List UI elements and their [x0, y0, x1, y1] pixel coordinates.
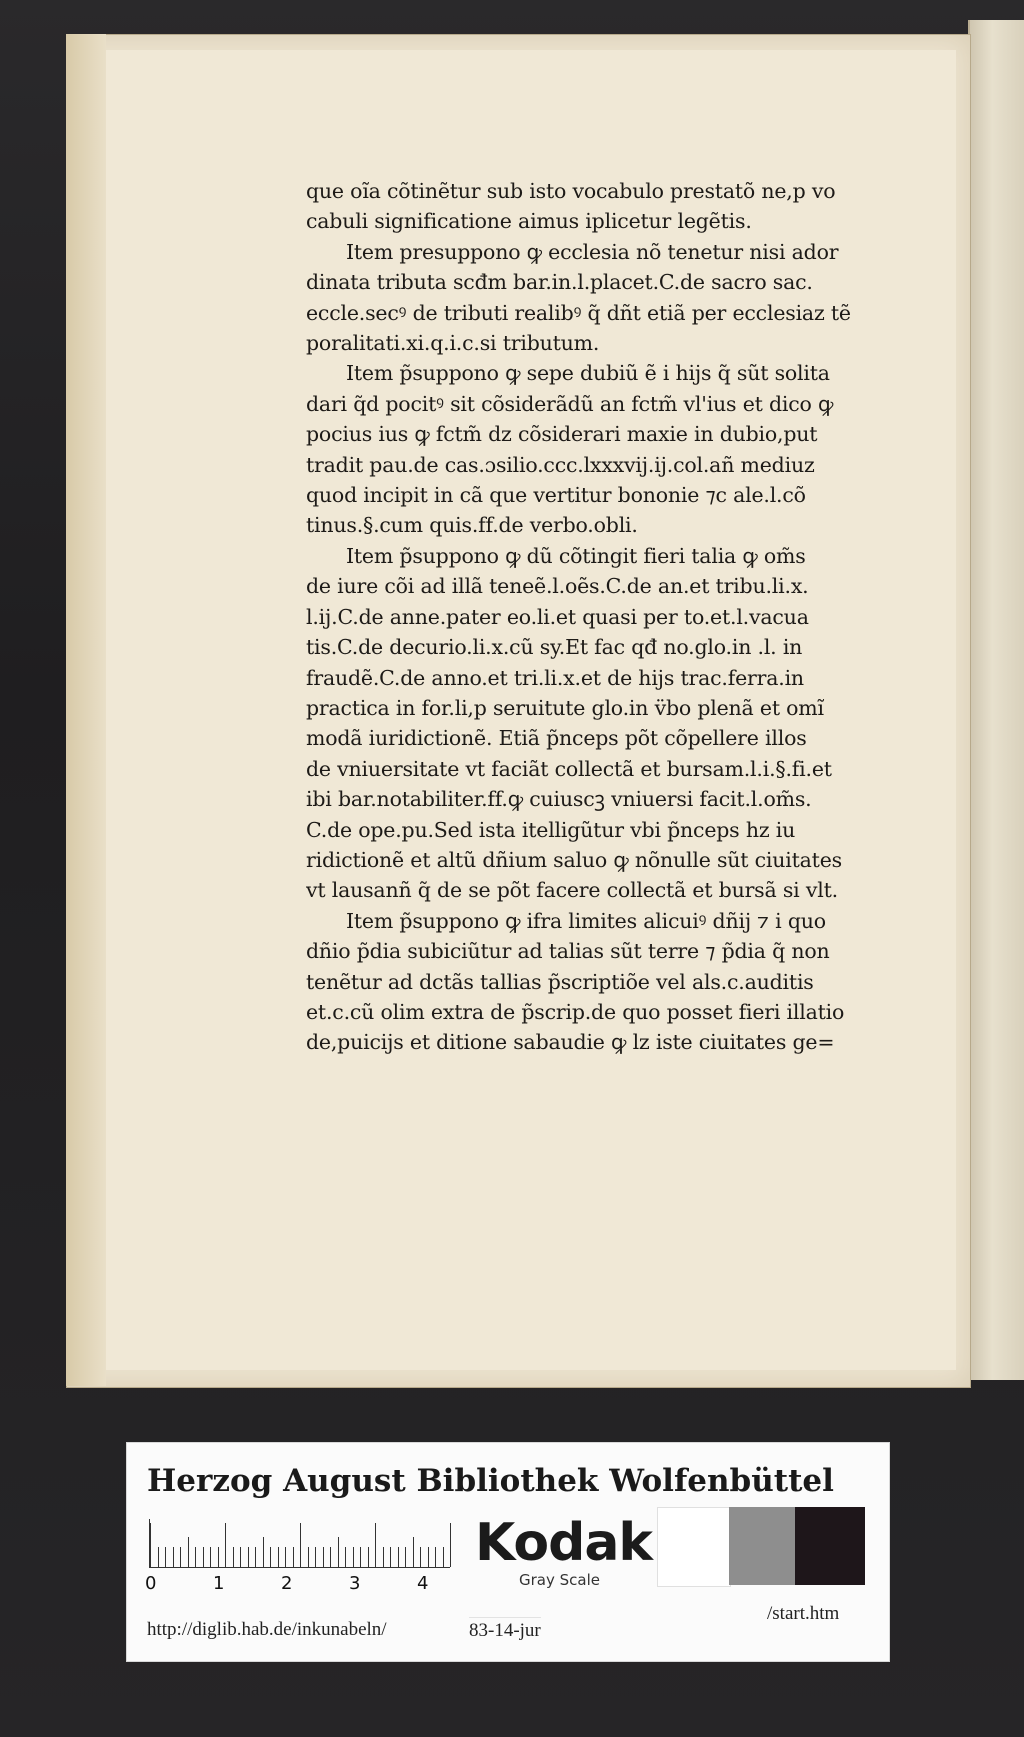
ruler-tick	[203, 1547, 204, 1567]
text-line: pocius ius ꝙ fctm̃ dz cõsiderari maxie in dubio,put	[306, 422, 818, 447]
text-line: quod incipit in cã que vertitur bononie ⁊c ale.l.cõ	[306, 483, 806, 508]
text-line: vt lausanñ q̃ de se põt facere collectã et bursã si vlt.	[306, 878, 838, 903]
ruler-tick	[240, 1547, 241, 1567]
ruler-tick	[225, 1523, 226, 1567]
text-line: et.c.cũ olim extra de p̃scrip.de quo posset fieri illatio	[306, 999, 845, 1024]
scale-ruler	[149, 1519, 450, 1568]
url-base: http://diglib.hab.de/inkunabeln/	[147, 1619, 387, 1640]
ruler-tick	[398, 1547, 399, 1567]
ruler-tick	[368, 1547, 369, 1567]
text-line: de iure cõi ad illã teneẽ.l.oẽs.C.de an.et tribu.li.x.	[306, 574, 809, 599]
ruler-tick	[270, 1547, 271, 1567]
ruler-tick	[210, 1547, 211, 1567]
next-page-edge	[968, 20, 1024, 1380]
ruler-tick	[338, 1537, 339, 1567]
text-line: Item p̃suppono ꝙ dũ cõtingit fieri talia ꝙ om̃s	[346, 543, 806, 568]
ruler-label: 4	[417, 1573, 429, 1594]
ruler-tick	[353, 1547, 354, 1567]
ruler-tick	[443, 1547, 444, 1567]
page-fold	[66, 34, 106, 1386]
ruler-labels	[145, 1573, 469, 1597]
ruler-label: 1	[213, 1573, 225, 1594]
ruler-tick	[390, 1547, 391, 1567]
ruler-tick	[188, 1537, 189, 1567]
text-line: tis.C.de decurio.li.x.cũ sy.Et fac qđ no.glo.in .l. in	[306, 635, 803, 660]
black-swatch	[795, 1507, 865, 1585]
ruler-tick	[233, 1547, 234, 1567]
text-line: practica in for.li,p seruitute glo.in v̈bo plenã et omĩ	[306, 695, 824, 720]
text-line: cabuli significatione aimus iplicetur legẽtis.	[306, 209, 752, 234]
ruler-tick	[173, 1547, 174, 1567]
ruler-tick	[158, 1547, 159, 1567]
ruler-tick	[180, 1547, 181, 1567]
ruler-tick	[428, 1547, 429, 1567]
ruler-tick	[293, 1547, 294, 1567]
ruler-tick	[420, 1547, 421, 1567]
incunable-text-block	[306, 176, 912, 1058]
ruler-tick	[323, 1547, 324, 1567]
ruler-tick	[435, 1547, 436, 1567]
text-line: dñio p̃dia subiciũtur ad talias sũt terre ⁊ p̃dia q̃ non	[306, 939, 830, 964]
text-line: Item p̃suppono ꝙ sepe dubiũ ẽ i hijs q̃ sũt solita	[346, 361, 830, 386]
ruler-tick	[165, 1547, 166, 1567]
ruler-tick	[263, 1537, 264, 1567]
text-line: dinata tributa scđm bar.in.l.placet.C.de sacro sac.	[306, 270, 813, 295]
ruler-tick	[330, 1547, 331, 1567]
kodak-logo: Kodak	[475, 1513, 652, 1573]
text-line: tenẽtur ad dctãs tallias p̃scriptiõe vel als.c.auditis	[306, 969, 814, 994]
ruler-tick	[285, 1547, 286, 1567]
text-line: tinus.§.cum quis.ff.de verbo.obli.	[306, 513, 638, 538]
ruler-tick	[360, 1547, 361, 1567]
ruler-tick	[413, 1537, 414, 1567]
library-title: Herzog August Bibliothek Wolfenbüttel	[147, 1463, 834, 1499]
url-suffix: /start.htm	[767, 1603, 840, 1624]
ruler-label: 2	[281, 1573, 293, 1594]
color-target-card	[126, 1442, 890, 1662]
ruler-tick	[308, 1547, 309, 1567]
white-swatch	[657, 1507, 731, 1587]
shelfmark: 83-14-jur	[469, 1617, 541, 1642]
ruler-tick	[278, 1547, 279, 1567]
ruler-label: 0	[145, 1573, 157, 1594]
text-line: tradit pau.de cas.ɔsilio.ccc.lxxxvij.ij.col.añ mediuz	[306, 452, 815, 477]
gray-swatch	[729, 1507, 795, 1585]
ruler-tick	[255, 1547, 256, 1567]
ruler-tick	[450, 1523, 451, 1567]
text-line: poralitati.xi.q.i.c.si tributum.	[306, 331, 600, 356]
text-line: dari q̃d pocitꝰ sit cõsiderãdũ an fctm̃ vl'ius et dico ꝙ	[306, 391, 834, 416]
ruler-tick	[248, 1547, 249, 1567]
ruler-tick	[383, 1547, 384, 1567]
gray-scale-label: Gray Scale	[519, 1571, 600, 1589]
text-line: l.ij.C.de anne.pater eo.li.et quasi per to.et.l.vacua	[306, 604, 809, 629]
ruler-tick	[345, 1547, 346, 1567]
text-line: eccle.secꝰ de tributi realibꝰ q̃ dñt etiã per ecclesiaz tẽ	[306, 300, 851, 325]
text-line: ibi bar.notabiliter.ff.ꝙ cuiuscꝫ vniuersi facit.l.om̃s.	[306, 787, 812, 812]
text-line: de vniuersitate vt faciãt collectã et bursam.l.i.§.fi.et	[306, 756, 832, 781]
text-line: ridictionẽ et altũ dñium saluo ꝙ nõnulle sũt ciuitates	[306, 847, 842, 872]
ruler-label: 3	[349, 1573, 361, 1594]
ruler-tick	[300, 1523, 301, 1567]
ruler-tick	[315, 1547, 316, 1567]
text-line: que oĩa cõtinẽtur sub isto vocabulo prestatõ ne,p vo	[306, 179, 836, 203]
ruler-tick	[405, 1547, 406, 1567]
text-line: C.de ope.pu.Sed ista itelligũtur vbi p̃nceps hz iu	[306, 817, 796, 842]
ruler-tick	[195, 1547, 196, 1567]
ruler-tick	[150, 1523, 151, 1567]
text-line: de,puicijs et ditione sabaudie ꝙ lz iste ciuitates ge=	[306, 1030, 835, 1055]
text-line: fraudẽ.C.de anno.et tri.li.x.et de hijs trac.ferra.in	[306, 665, 804, 690]
ruler-tick	[375, 1523, 376, 1567]
text-line: Item p̃suppono ꝙ ifra limites alicuiꝰ dñij ⁊ i quo	[346, 908, 826, 933]
text-line: modã iuridictionẽ. Etiã p̃nceps põt cõpellere illos	[306, 726, 807, 751]
text-line: Item presuppono ꝙ ecclesia nõ tenetur nisi ador	[346, 239, 839, 264]
ruler-tick	[218, 1547, 219, 1567]
